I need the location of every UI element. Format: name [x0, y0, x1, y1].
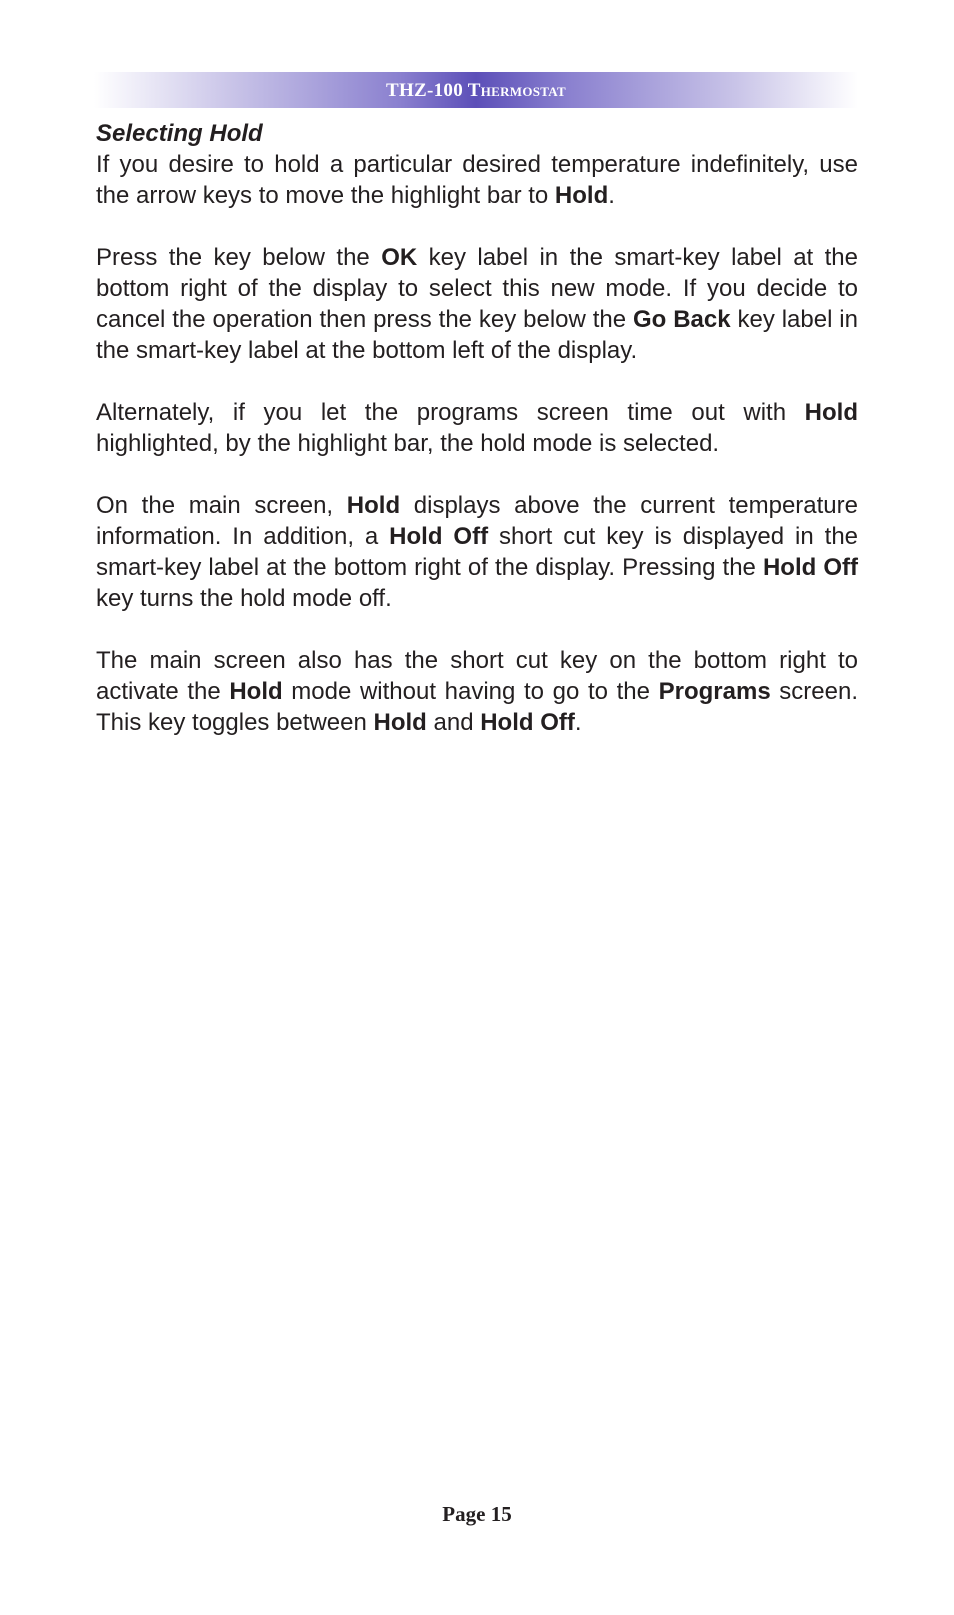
- section-content: [96, 118, 858, 738]
- paragraph-text: highlighted, by the highlight bar, the hold mode is selected.: [96, 430, 720, 457]
- paragraph-text: key label in the smart-key label at the bottom left of the display.: [96, 306, 858, 364]
- bold-term: Programs: [658, 678, 771, 705]
- bold-term: Hold: [554, 182, 609, 209]
- bold-term: OK: [381, 244, 418, 271]
- paragraph-text: mode without having to go to the: [282, 678, 659, 705]
- header-title: [386, 80, 566, 101]
- paragraph-text: .: [608, 182, 615, 209]
- paragraph-text: short cut key is displayed in the smart-key label at the bottom right of the display. Pressing the: [96, 523, 859, 581]
- header-title-main: THZ-100 T: [385, 80, 481, 101]
- paragraph-5: [96, 645, 858, 738]
- bold-term: Hold Off: [762, 554, 859, 581]
- bold-term: Hold: [804, 399, 858, 426]
- bold-term: Hold Off: [389, 523, 489, 550]
- bold-term: Hold Off: [480, 709, 575, 736]
- paragraph-text: key turns the hold mode off.: [96, 585, 392, 612]
- paragraph-4: [96, 490, 858, 614]
- paragraph-text: .: [574, 709, 582, 736]
- section-heading: Selecting Hold: [96, 120, 263, 147]
- paragraph-text: On the main screen,: [96, 492, 347, 519]
- paragraph-text: Alternately, if you let the programs screen time out with: [96, 399, 805, 426]
- paragraph-3: [96, 397, 858, 459]
- header-title-smallcaps: hermostat: [480, 80, 567, 101]
- bold-term: Go Back: [633, 306, 731, 333]
- paragraph-1: [96, 149, 858, 211]
- page-number: Page 15: [442, 1502, 512, 1526]
- paragraph-text: and: [426, 709, 481, 736]
- bold-term: Hold: [373, 709, 427, 736]
- paragraph-text: screen. This key toggles between: [96, 678, 859, 736]
- paragraph-text: Press the key below the: [96, 244, 382, 271]
- paragraph-text: If you desire to hold a particular desired temperature indefinitely, use the arrow keys to move the highlight bar to: [96, 151, 858, 209]
- paragraph-text: key label in the smart-key label at the bottom right of the display to select this new mode. If you decide to cancel the operation then press the key below the: [96, 244, 858, 333]
- paragraph-text: The main screen also has the short cut key on the bottom right to activate the: [96, 647, 858, 705]
- paragraph-2: [96, 242, 858, 366]
- paragraph-text: displays above the current temperature information. In addition, a: [96, 492, 858, 550]
- bold-term: Hold: [346, 492, 401, 519]
- bold-term: Hold: [229, 678, 283, 705]
- header-bar: [94, 72, 858, 108]
